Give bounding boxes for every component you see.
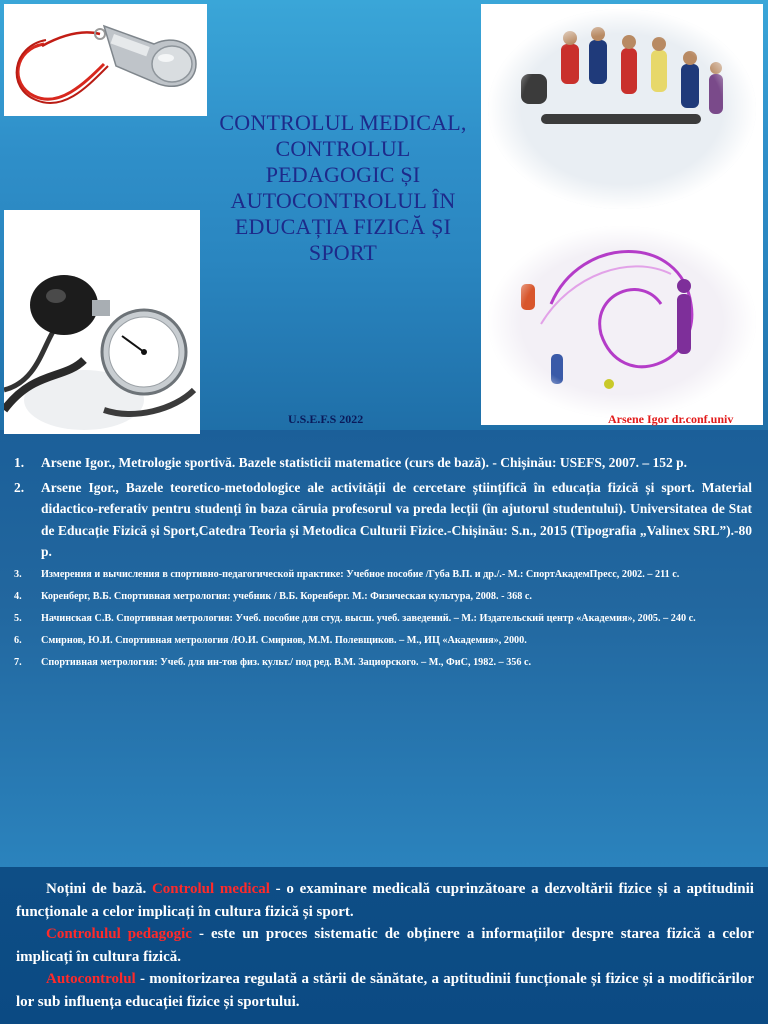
definition-body: - monitorizarea regulată a stării de sănătate, a aptitudinii funcționale și fizice și a modificărilor lor sub influența educației fizice și sportului. bbox=[16, 971, 754, 1010]
reference-item bbox=[14, 566, 752, 583]
whistle-image bbox=[4, 4, 207, 116]
definition-paragraph bbox=[16, 923, 754, 968]
blood-pressure-monitor-image bbox=[4, 210, 200, 434]
reference-item bbox=[14, 452, 752, 474]
reference-text: Смирнов, Ю.И. Спортивная метрология /Ю.И. Смирнов, М.М. Полевщиков. – М., ИЦ «Академия», 2000. bbox=[41, 634, 527, 646]
definition-term: Controlulul pedagogic bbox=[46, 926, 192, 942]
reference-number: 7. bbox=[14, 656, 22, 668]
title-line: CONTROLUL bbox=[275, 136, 411, 161]
title-line: PEDAGOGIC ȘI bbox=[265, 162, 421, 187]
reference-item bbox=[14, 610, 752, 627]
reference-item bbox=[14, 654, 752, 671]
definitions-text bbox=[16, 878, 754, 1013]
definition-body: - o examinare medicală cuprinzătoare a dezvoltării fizice și a aptitudinii funcționale a celor implicați în cultura fizică și sport. bbox=[16, 881, 754, 920]
sports-collage bbox=[481, 4, 763, 425]
reference-number: 5. bbox=[14, 612, 22, 624]
reference-item bbox=[14, 632, 752, 649]
definition-paragraph bbox=[16, 968, 754, 1013]
author-name: Arsene Igor dr.conf.univ bbox=[608, 412, 734, 426]
reference-number: 4. bbox=[14, 590, 22, 602]
institution-year: U.S.E.F.S 2022 bbox=[288, 412, 364, 426]
title-line: CONTROLUL MEDICAL, bbox=[219, 110, 467, 135]
reference-text: Arsene Igor., Bazele teoretico-metodologice ale activității de cercetare științifică în educația fizică și sport. Material didactico-referativ pentru studenți în baza căruia profesorul va preda lecții (în ajutorul studentului). Universitatea de Stat de Educație Fizică și Sport,Catedra Teoria și Metodica Culturii Fizice.-Chișinău: S.n., 2015 (Tipografia „Valinex SRL”).-80 p. bbox=[41, 479, 752, 559]
title-line: AUTOCONTROLUL ÎN bbox=[230, 188, 456, 213]
athletes-collage-image bbox=[488, 9, 756, 209]
reference-number: 6. bbox=[14, 634, 22, 646]
definition-term: Autocontrolul bbox=[46, 971, 136, 987]
reference-text: Начинская С.В. Спортивная метрология: Учеб. пособие для студ. высш. учеб. заведений. – М.: Издательский центр «Академия», 2005. – 240 с. bbox=[41, 612, 696, 624]
definition-term: Controlul medical bbox=[151, 881, 270, 897]
reference-number: 1. bbox=[14, 455, 25, 470]
reference-item bbox=[14, 588, 752, 605]
reference-text: Коренберг, В.Б. Спортивная метрология: учебник / В.Б. Коренберг. М.: Физическая культура, 2008. - 368 с. bbox=[41, 590, 532, 602]
title-line: SPORT bbox=[308, 240, 378, 265]
references-list bbox=[14, 452, 752, 676]
definition-paragraph bbox=[16, 878, 754, 923]
page-title bbox=[190, 110, 496, 266]
reference-number: 2. bbox=[14, 479, 25, 495]
definition-body: - este un proces sistematic de obținere a informațiilor despre starea fizică a celor implicați în cultura fizică. bbox=[16, 926, 754, 965]
gymnastics-collage-image bbox=[488, 226, 756, 418]
title-line: EDUCAȚIA FIZICĂ ȘI bbox=[234, 214, 452, 239]
reference-text: Arsene Igor., Metrologie sportivă. Bazele statisticii matematice (curs de bază). - Chișinău: USEFS, 2007. – 152 p. bbox=[41, 455, 688, 470]
definition-lead: Noțini de bază. bbox=[46, 881, 152, 897]
reference-text: Спортивная метрология: Учеб. для ин-тов физ. культ./ под ред. В.М. Зациорского. – М., ФиС, 1982. – 356 с. bbox=[41, 656, 532, 668]
reference-text: Измерения и вычисления в спортивно-педагогической практике: Учебное пособие /Губа В.П. и др./.- М.: СпортАкадемПресс, 2002. – 211 с. bbox=[41, 568, 680, 580]
reference-item bbox=[14, 477, 752, 563]
reference-number: 3. bbox=[14, 568, 22, 580]
